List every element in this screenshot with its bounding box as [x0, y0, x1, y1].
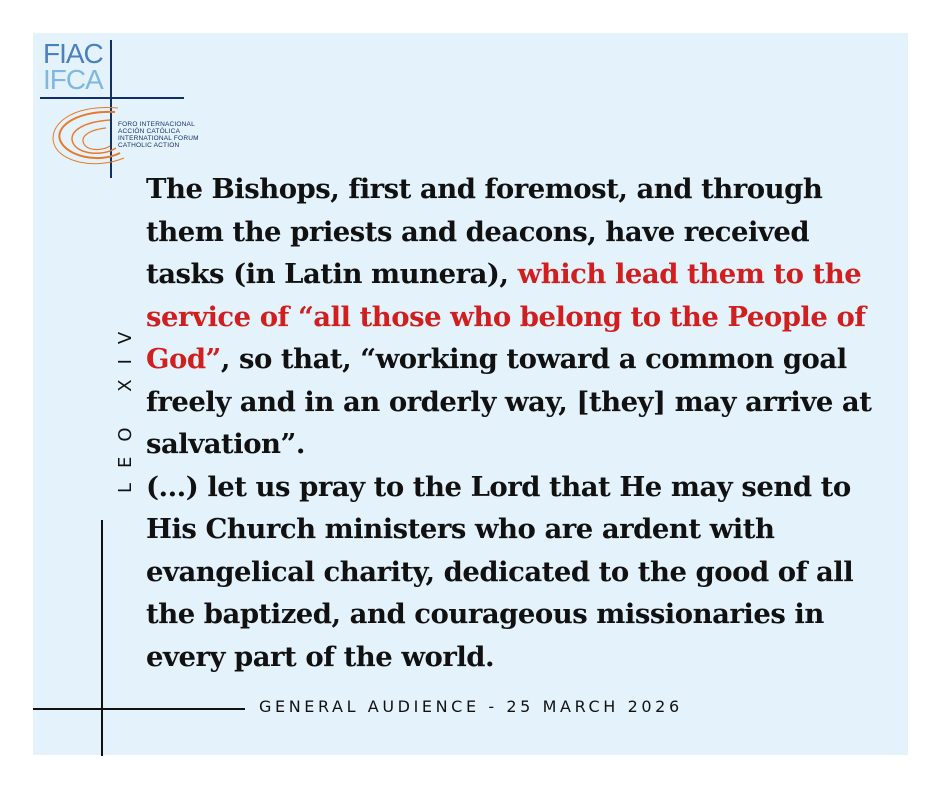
author-name: LEO XIV [115, 316, 136, 493]
logo-subtitle-line: ACCIÓN CATÓLICA [118, 128, 181, 135]
logo-subtitle-line: FORO INTERNACIONAL [118, 121, 195, 128]
quote-text [146, 168, 896, 678]
logo-text-ifca: IFCA [43, 64, 103, 95]
quote-paragraph-1 [146, 168, 896, 466]
logo-text-fiac: FIAC [43, 38, 103, 69]
logo-subtitle [118, 121, 199, 149]
quote-part-1: The Bishops, first and foremost, and through them the priests and deacons, have received tasks (in Latin munera), [146, 173, 823, 290]
horizontal-divider [33, 708, 245, 710]
vertical-divider [101, 520, 103, 756]
source-caption: GENERAL AUDIENCE - 25 MARCH 2026 [259, 697, 683, 716]
quote-part-2: , so that, “working toward a common goal freely and in an orderly way, [they] may arrive at salvation”. [146, 343, 872, 460]
logo-subtitle-line: CATHOLIC ACTION [118, 142, 180, 149]
quote-highlight: which lead them to the service of “all those who belong to the People of God” [146, 258, 866, 375]
quote-paragraph-2: (...) let us pray to the Lord that He may send to His Church ministers who are ardent with evangelical charity, dedicated to the good of all the baptized, and courageous missionaries in every part of the world. [146, 470, 854, 673]
logo-subtitle-line: INTERNATIONAL FORUM [118, 135, 199, 142]
